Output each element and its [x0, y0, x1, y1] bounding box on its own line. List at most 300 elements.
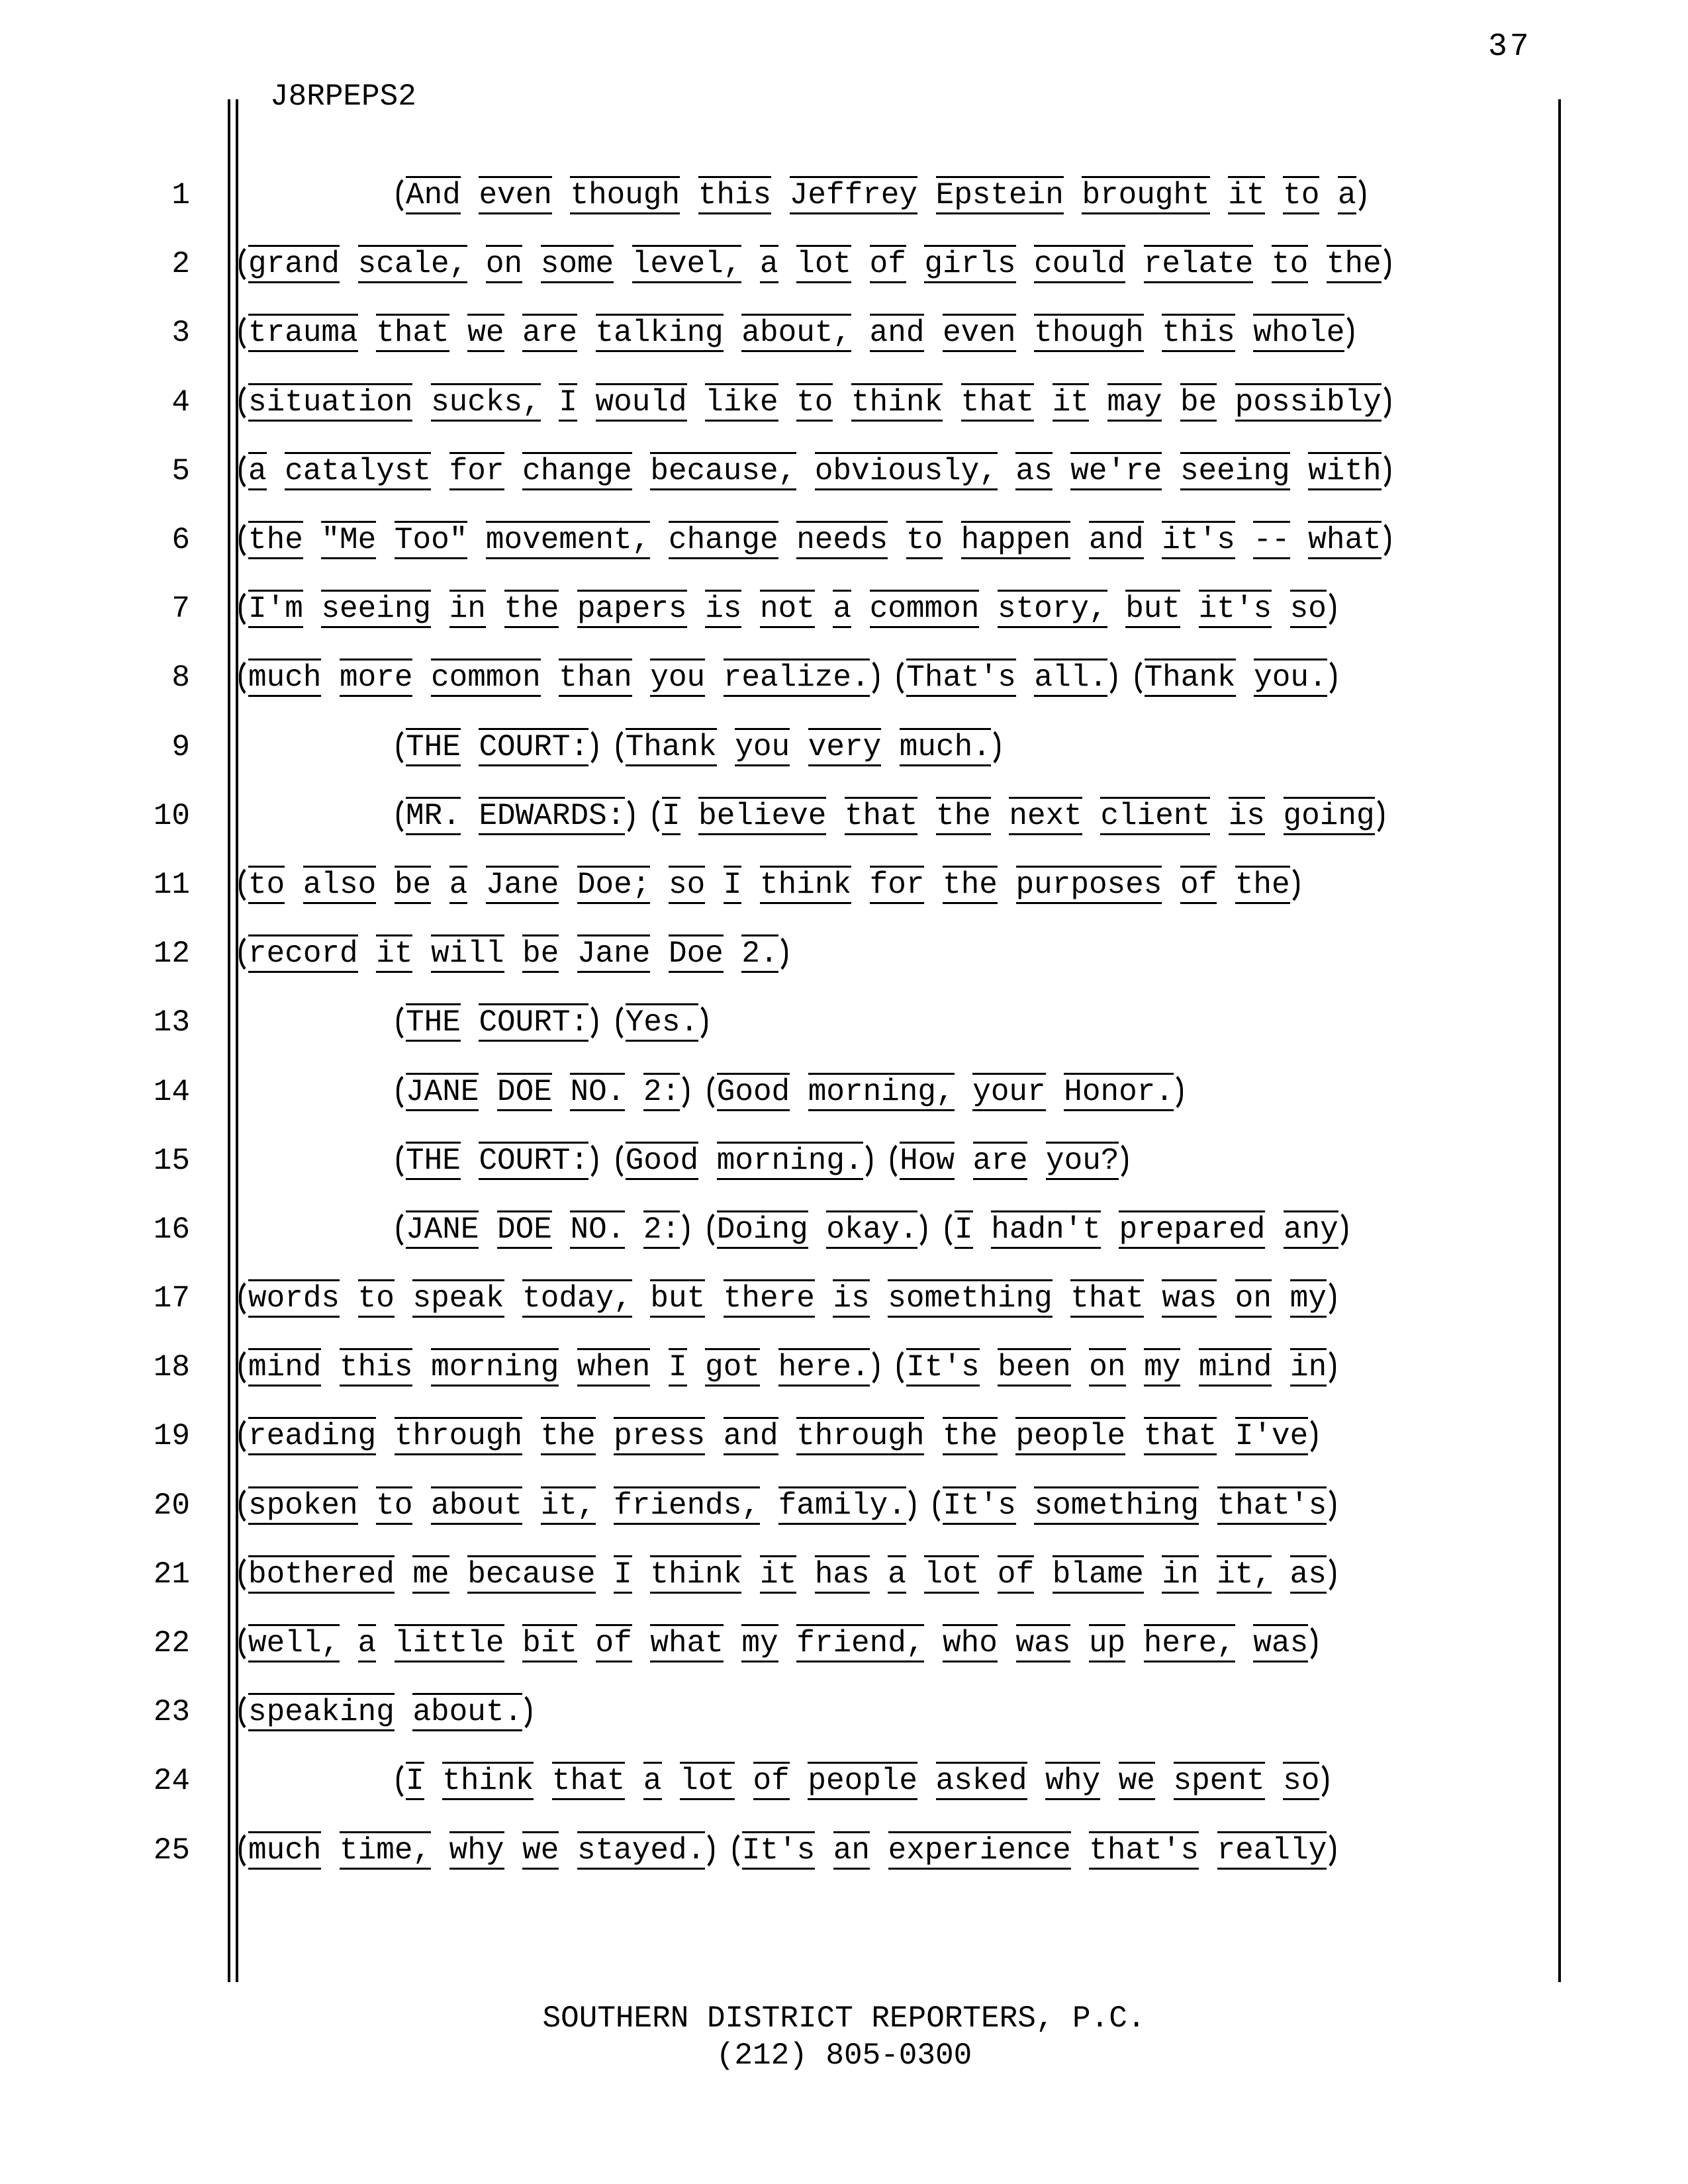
line-segments [239, 1829, 1336, 1872]
annotated-segment [397, 1001, 598, 1044]
word-box: you [650, 659, 705, 697]
annotated-segment [239, 588, 1336, 630]
word-box: Honor. [1064, 1073, 1174, 1111]
annotated-segment [708, 1208, 927, 1251]
word-box: this [1162, 314, 1235, 352]
word-box: also [303, 866, 376, 904]
line-number: 9 [171, 729, 190, 764]
word-box: will [431, 934, 504, 973]
line-segments [239, 1691, 532, 1733]
transcript-line [0, 713, 1688, 782]
word-box: family. [778, 1486, 906, 1525]
line-number: 25 [153, 1833, 190, 1868]
transcript-line [0, 782, 1688, 850]
word-box: Doing [717, 1210, 808, 1249]
word-box: the [248, 521, 303, 559]
word-box: THE [406, 728, 461, 766]
annotated-segment [239, 312, 1354, 354]
word-box: why [449, 1831, 504, 1870]
word-box: more [340, 659, 412, 697]
word-box: people [1015, 1417, 1125, 1455]
word-box: little [395, 1624, 504, 1662]
line-segments [397, 1760, 1329, 1802]
word-box: it [376, 934, 412, 973]
word-box: seeing [321, 590, 431, 628]
word-box: we're [1070, 452, 1162, 490]
word-box: even [943, 314, 1015, 352]
footer-firm: SOUTHERN DISTRICT REPORTERS, P.C. [542, 2001, 1146, 2036]
annotated-segment [397, 1140, 598, 1182]
word-box: the [1235, 866, 1290, 904]
annotated-segment [897, 1346, 1336, 1388]
word-box: It's [742, 1831, 815, 1870]
word-box: about [431, 1486, 522, 1525]
word-box: DOE [497, 1073, 552, 1111]
transcript-line [0, 1402, 1688, 1471]
word-box: lot [796, 245, 851, 283]
word-box: as [1015, 452, 1052, 490]
word-box: a [888, 1555, 906, 1594]
line-number: 24 [153, 1764, 190, 1799]
word-box: speaking [248, 1693, 395, 1731]
word-box: it, [541, 1486, 596, 1525]
word-box: -- [1253, 521, 1289, 559]
line-segments [239, 1277, 1336, 1320]
word-box: to [796, 383, 833, 422]
word-box: we [1119, 1762, 1155, 1800]
word-box: lot [680, 1762, 735, 1800]
annotated-segment [239, 519, 1391, 561]
word-box: very [808, 728, 881, 766]
word-box: that's [1217, 1486, 1327, 1525]
word-box: grand [248, 245, 340, 283]
annotated-segment [239, 1415, 1317, 1457]
word-box: be [1180, 383, 1217, 422]
word-box: a [358, 1624, 377, 1662]
line-number: 21 [153, 1557, 190, 1592]
annotated-segment [733, 1829, 1336, 1872]
word-box: much. [900, 728, 991, 766]
word-box: it [1228, 176, 1264, 214]
annotated-segment [933, 1484, 1336, 1527]
word-box: How [900, 1142, 955, 1180]
word-box: needs [796, 521, 888, 559]
word-box: press [614, 1417, 705, 1455]
word-box: that [376, 314, 449, 352]
line-segments [239, 519, 1391, 561]
word-box: something [1034, 1486, 1198, 1525]
word-box: to [1283, 176, 1319, 214]
word-box: through [796, 1417, 924, 1455]
word-box: speak [412, 1279, 504, 1318]
word-box: friends, [614, 1486, 760, 1525]
word-box: when [577, 1348, 650, 1387]
word-box: in [1162, 1555, 1198, 1594]
annotated-segment [616, 726, 1000, 768]
annotated-segment [239, 243, 1391, 285]
word-box: papers [577, 590, 687, 628]
word-box: movement, [486, 521, 650, 559]
word-box: spent [1174, 1762, 1265, 1800]
transcript-line [0, 368, 1688, 437]
word-box: could [1034, 245, 1125, 283]
word-box: was [1162, 1279, 1217, 1318]
word-box: been [998, 1348, 1070, 1387]
annotated-segment [239, 1484, 915, 1527]
word-box: the [541, 1417, 596, 1455]
word-box: on [1089, 1348, 1125, 1387]
word-box: I've [1235, 1417, 1308, 1455]
word-box: morning [431, 1348, 559, 1387]
word-box: why [1045, 1762, 1100, 1800]
word-box: because, [650, 452, 796, 490]
word-box: my [741, 1624, 778, 1662]
word-box: any [1284, 1210, 1338, 1249]
word-box: for [870, 866, 925, 904]
word-box: about. [412, 1693, 522, 1731]
word-box: all. [1034, 659, 1107, 697]
annotated-segment [397, 795, 634, 837]
word-box: that [552, 1762, 625, 1800]
word-box: though [1034, 314, 1144, 352]
annotated-segment [945, 1208, 1348, 1251]
word-box: my [1144, 1348, 1180, 1387]
line-segments [239, 864, 1299, 906]
word-box: really [1217, 1831, 1327, 1870]
word-box: sucks, [431, 383, 541, 422]
line-segments [397, 726, 1000, 768]
word-box: THE [406, 1003, 461, 1042]
transcript-line [0, 1816, 1688, 1885]
word-box: COURT: [479, 1142, 588, 1180]
word-box: on [1235, 1279, 1272, 1318]
line-segments [397, 795, 1384, 837]
word-box: the [1327, 245, 1382, 283]
word-box: think [760, 866, 851, 904]
word-box: realize. [724, 659, 870, 697]
word-box: relate [1144, 245, 1254, 283]
line-segments [397, 1140, 1128, 1182]
word-box: of [870, 245, 906, 283]
word-box: I [724, 866, 742, 904]
word-box: up [1089, 1624, 1125, 1662]
word-box: much [248, 1831, 321, 1870]
word-box: even [479, 176, 551, 214]
word-box: 2: [643, 1210, 680, 1249]
line-segments [397, 1001, 708, 1044]
word-box: possibly [1235, 383, 1382, 422]
word-box: happen [961, 521, 1071, 559]
word-box: to [358, 1279, 395, 1318]
annotated-segment [397, 1208, 689, 1251]
annotated-segment [1135, 657, 1336, 699]
transcript-line [0, 1471, 1688, 1540]
annotated-segment [239, 864, 1299, 906]
word-box: is [833, 1279, 869, 1318]
line-number: 16 [153, 1212, 190, 1247]
transcript-line [0, 1540, 1688, 1609]
word-box: Jeffrey [790, 176, 917, 214]
line-number: 5 [171, 453, 190, 488]
word-box: mind [1199, 1348, 1272, 1387]
word-box: it's [1162, 521, 1235, 559]
word-box: level, [632, 245, 742, 283]
word-box: of [596, 1624, 632, 1662]
word-box: on [486, 245, 522, 283]
transcript-line [0, 1678, 1688, 1747]
line-number: 2 [171, 247, 190, 282]
word-box: 2. [741, 934, 778, 973]
word-box: I [955, 1210, 973, 1249]
word-box: going [1284, 797, 1375, 835]
word-box: a [760, 245, 778, 283]
word-box: there [724, 1279, 815, 1318]
word-box: a [833, 590, 851, 628]
word-box: prepared [1119, 1210, 1265, 1249]
word-box: Epstein [936, 176, 1064, 214]
word-box: for [449, 452, 504, 490]
word-box: morning. [717, 1142, 863, 1180]
word-box: I'm [248, 590, 303, 628]
word-box: JANE [406, 1073, 479, 1111]
word-box: who [943, 1624, 998, 1662]
annotated-segment [616, 1140, 872, 1182]
annotated-segment [239, 1553, 1336, 1596]
word-box: so [669, 866, 705, 904]
word-box: that [845, 797, 917, 835]
word-box: it [760, 1555, 796, 1594]
word-box: with [1308, 452, 1381, 490]
transcript-line [0, 1195, 1688, 1264]
word-box: purposes [1016, 866, 1162, 904]
word-box: but [1125, 590, 1180, 628]
word-box: spoken [248, 1486, 358, 1525]
transcript-line [0, 298, 1688, 367]
footer-phone: (212) 805-0300 [716, 2038, 972, 2073]
word-box: you. [1254, 659, 1327, 697]
word-box: hadn't [991, 1210, 1101, 1249]
page-number: 37 [1488, 29, 1532, 65]
word-box: time, [340, 1831, 431, 1870]
word-box: talking [596, 314, 724, 352]
annotated-segment [708, 1071, 1183, 1113]
word-box: COURT: [479, 1003, 588, 1042]
word-box: of [998, 1555, 1034, 1594]
line-number: 14 [153, 1074, 190, 1109]
transcript-line [0, 1333, 1688, 1402]
annotated-segment [397, 726, 598, 768]
word-box: obviously, [815, 452, 998, 490]
word-box: Jane [486, 866, 559, 904]
transcript-line [0, 1609, 1688, 1678]
word-box: common [431, 659, 541, 697]
word-box: a [643, 1762, 662, 1800]
line-segments [239, 933, 788, 975]
word-box: I [614, 1555, 632, 1594]
word-box: what [1308, 521, 1381, 559]
word-box: next [1009, 797, 1082, 835]
annotated-segment [239, 1691, 532, 1733]
word-box: THE [406, 1142, 461, 1180]
line-number: 10 [153, 798, 190, 833]
word-box: that [961, 383, 1034, 422]
line-segments [397, 1208, 1348, 1251]
word-box: client [1100, 797, 1210, 835]
word-box: not [760, 590, 815, 628]
word-box: that [1070, 1279, 1143, 1318]
word-box: to [376, 1486, 412, 1525]
word-box: MR. [406, 797, 461, 835]
annotated-segment [616, 1001, 708, 1044]
word-box: here, [1144, 1624, 1235, 1662]
annotated-segment [897, 657, 1117, 699]
line-segments [397, 1071, 1183, 1113]
word-box: of [753, 1762, 790, 1800]
word-box: the [943, 1417, 998, 1455]
word-box: Jane [577, 934, 650, 973]
line-segments [239, 588, 1336, 630]
word-box: well, [248, 1624, 340, 1662]
word-box: "Me [321, 521, 376, 559]
word-box: stayed. [577, 1831, 705, 1870]
word-box: a [248, 452, 267, 490]
annotated-segment [239, 450, 1391, 492]
line-segments [239, 1346, 1336, 1388]
word-box: words [248, 1279, 340, 1318]
word-box: something [888, 1279, 1052, 1318]
transcript-line [0, 230, 1688, 298]
word-box: my [1290, 1279, 1327, 1318]
word-box: are [973, 1142, 1028, 1180]
word-box: me [412, 1555, 449, 1594]
line-segments [239, 1484, 1336, 1527]
word-box: think [650, 1555, 741, 1594]
word-box: morning, [808, 1073, 955, 1111]
annotated-segment [239, 1277, 1336, 1320]
line-segments [239, 243, 1391, 285]
transcript-line [0, 506, 1688, 574]
word-box: you? [1046, 1142, 1119, 1180]
transcript-line [0, 1264, 1688, 1333]
word-box: bothered [248, 1555, 395, 1594]
word-box: the [943, 866, 998, 904]
word-box: be [522, 934, 559, 973]
word-box: was [1016, 1624, 1071, 1662]
word-box: so [1283, 1762, 1319, 1800]
annotated-segment [239, 657, 879, 699]
transcript-line [0, 919, 1688, 988]
word-box: 2: [643, 1073, 680, 1111]
word-box: but [650, 1279, 705, 1318]
word-box: to [248, 866, 285, 904]
word-box: like [705, 383, 778, 422]
word-box: much [248, 659, 321, 697]
word-box: the [504, 590, 559, 628]
word-box: may [1107, 383, 1162, 422]
word-box: to [1272, 245, 1308, 283]
word-box: some [541, 245, 614, 283]
word-box: would [596, 383, 687, 422]
word-box: it, [1217, 1555, 1272, 1594]
annotated-segment [397, 1760, 1329, 1802]
transcript-line [0, 161, 1688, 230]
word-box: this [698, 176, 771, 214]
word-box: whole [1253, 314, 1344, 352]
word-box: NO. [570, 1210, 625, 1249]
line-number: 12 [153, 936, 190, 972]
line-segments [397, 174, 1366, 216]
word-box: That's [906, 659, 1016, 697]
word-box: think [851, 383, 943, 422]
line-number: 17 [153, 1281, 190, 1316]
word-box: It's [943, 1486, 1015, 1525]
transcript-line [0, 643, 1688, 712]
word-box: than [559, 659, 632, 697]
word-box: we [522, 1831, 559, 1870]
annotated-segment [653, 795, 1384, 837]
annotated-segment [239, 1622, 1317, 1664]
word-box: your [972, 1073, 1045, 1111]
word-box: be [395, 866, 431, 904]
word-box: are [522, 314, 577, 352]
line-number: 18 [153, 1350, 190, 1385]
word-box: okay. [826, 1210, 917, 1249]
word-box: an [833, 1831, 870, 1870]
word-box: got [705, 1348, 760, 1387]
word-box: you [735, 728, 790, 766]
word-box: so [1290, 590, 1327, 628]
line-number: 15 [153, 1143, 190, 1178]
line-number: 19 [153, 1419, 190, 1454]
word-box: friend, [796, 1624, 924, 1662]
word-box: lot [924, 1555, 979, 1594]
line-number: 4 [171, 385, 190, 420]
line-segments [239, 312, 1354, 354]
annotated-segment [239, 933, 788, 975]
word-box: a [1338, 176, 1356, 214]
word-box: trauma [248, 314, 358, 352]
word-box: reading [248, 1417, 376, 1455]
word-box: think [442, 1762, 534, 1800]
word-box: Too" [395, 521, 467, 559]
line-segments [239, 381, 1391, 424]
word-box: Good [626, 1142, 698, 1180]
word-box: Thank [626, 728, 717, 766]
word-box: as [1290, 1555, 1327, 1594]
transcript-body [0, 161, 1688, 1885]
line-segments [239, 1415, 1317, 1457]
transcript-line [0, 850, 1688, 919]
word-box: Doe [669, 934, 724, 973]
line-number: 20 [153, 1488, 190, 1523]
line-number: 1 [171, 178, 190, 213]
word-box: brought [1082, 176, 1209, 214]
word-box: mind [248, 1348, 321, 1387]
word-box: believe [698, 797, 826, 835]
word-box: experience [888, 1831, 1071, 1870]
word-box: people [808, 1762, 917, 1800]
header-code: J8RPEPS2 [270, 79, 416, 114]
word-box: it [1053, 383, 1089, 422]
word-box: it's [1199, 590, 1272, 628]
word-box: and [870, 314, 925, 352]
word-box: though [570, 176, 680, 214]
word-box: catalyst [285, 452, 431, 490]
annotated-segment [239, 1829, 714, 1872]
word-box: to [906, 521, 943, 559]
word-box: what [650, 1624, 723, 1662]
word-box: and [1089, 521, 1144, 559]
